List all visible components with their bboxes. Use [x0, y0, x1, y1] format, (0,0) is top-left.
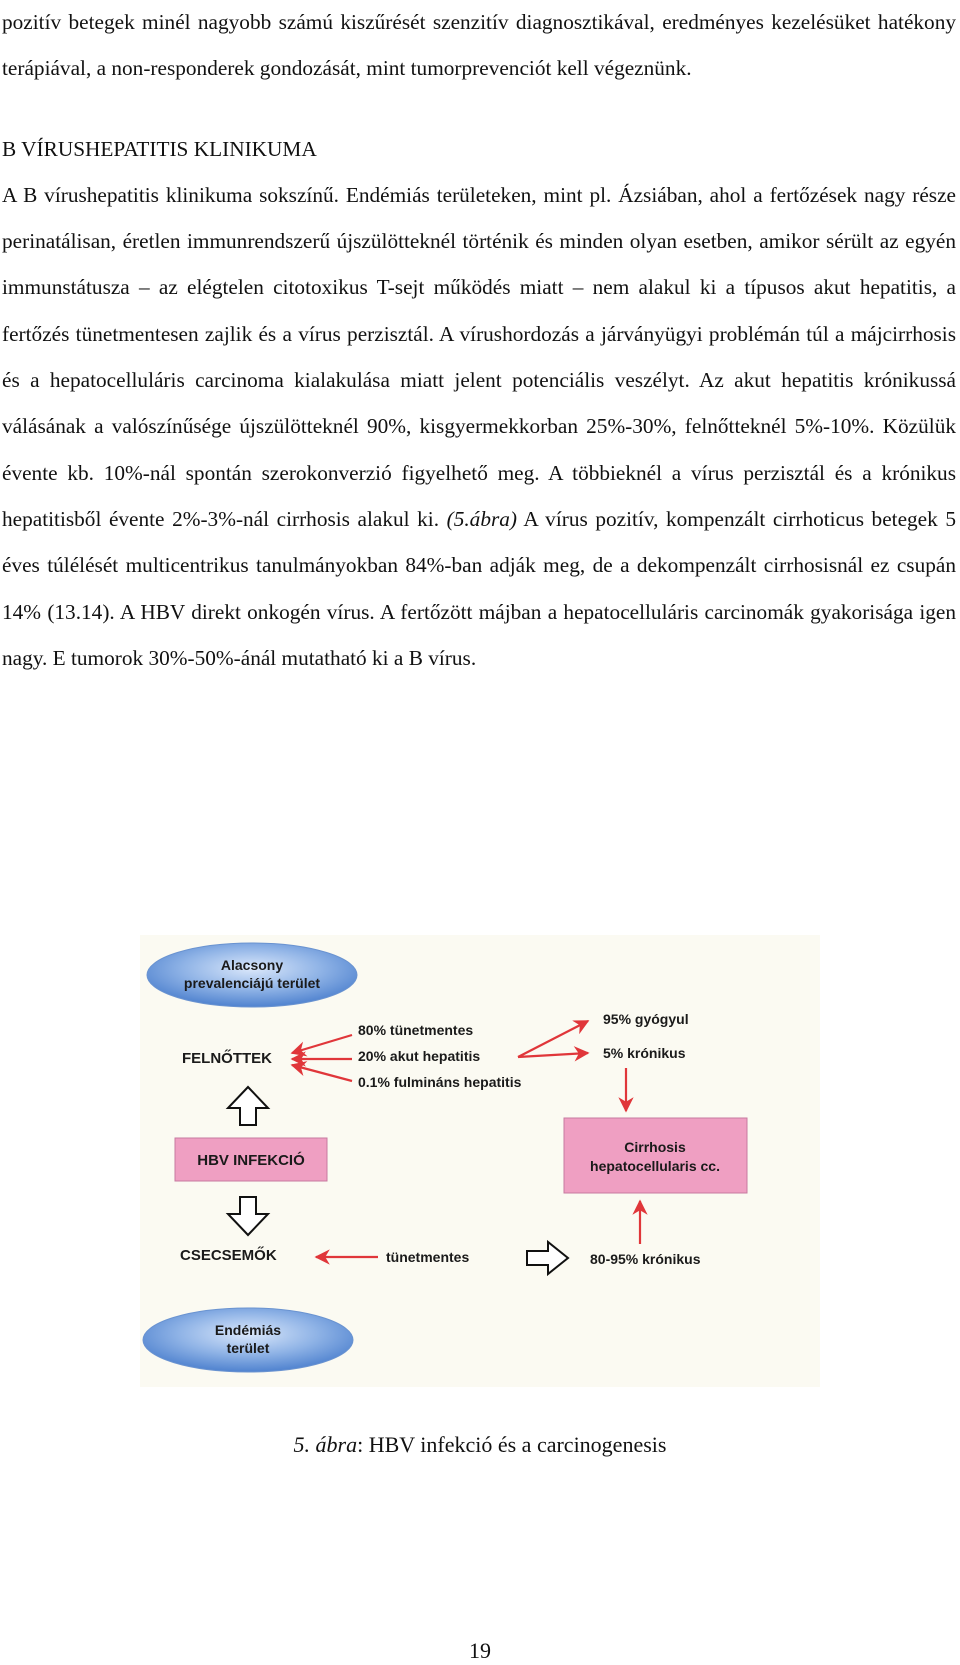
hollow-right-arrow-icon [527, 1242, 568, 1274]
paragraph-2 [2, 172, 956, 681]
caption-text: : HBV infekció és a carcinogenesis [357, 1432, 667, 1457]
low-prevalence-label-1: Alacsony [220, 957, 284, 973]
cirrhosis-label-1: Cirrhosis [624, 1139, 686, 1155]
endemic-label-1: Endémiás [214, 1322, 282, 1338]
chronic-adult-label: 5% krónikus [603, 1045, 686, 1061]
recovered-label: 95% gyógyul [603, 1011, 689, 1027]
paragraph-2-part-2: A vírus pozitív, kompenzált cirrhoticus betegek 5 éves túlélését multicentrikus tanulmányokban 84%-ban adják meg, de a dekompenzált cirrhosisnál ez csupán 14% (13.14). A HBV direkt onkogén vírus. A fertőzött májban a hepatocelluláris carcinomák gyakorisága igen nagy. E tumorok 30%-50%-ánál mutatható ki a B vírus. [2, 506, 956, 670]
outcome-asymptomatic: 80% tünetmentes [358, 1022, 474, 1038]
hbv-figure [140, 935, 820, 1387]
paragraph-2-part-1: A B vírushepatitis klinikuma sokszínű. Endémiás területeken, mint pl. Ázsiában, ahol a fertőzések nagy része perinatálisan, éretlen immunrendszerű újszülötteknél történik és minden olyan esetben, amikor sérült az egyén immunstátusza – az elégtelen citotoxikus T-sejt működés miatt – nem alakul ki a típusos akut hepatitis, a fertőzés tünetmentesen zajlik és a vírus perzisztál. A vírushordozás a járványügyi problémán túl a májcirrhosis és a hepatocelluláris carcinoma kialakulása miatt jelent potenciális veszélyt. Az akut hepatitis krónikussá válásának a valószínűsége újszülötteknél 90%, kisgyermekkorban 25%-30%, felnőtteknél 5%-10%. Közülük évente kb. 10%-nál spontán szerokonverzió figyelhető meg. A többieknél a vírus perzisztál és a krónikus hepatitisből évente 2%-3%-nál cirrhosis alakul ki. [2, 182, 956, 531]
cirrhosis-label-2: hepatocellularis cc. [590, 1158, 720, 1174]
arrow-to-chronic [518, 1053, 588, 1057]
hollow-up-arrow-icon [228, 1087, 268, 1125]
infection-label: HBV INFEKCIÓ [197, 1152, 305, 1169]
figure-caption [0, 1432, 960, 1458]
body-text [2, 0, 956, 681]
endemic-label-2: terület [226, 1340, 270, 1356]
hbv-diagram [140, 935, 820, 1387]
hollow-down-arrow-icon [228, 1197, 268, 1235]
outcome-fulminant: 0.1% fulmináns hepatitis [358, 1074, 522, 1090]
figure-reference: (5.ábra) [446, 506, 517, 531]
cirrhosis-box [564, 1118, 747, 1193]
page-number: 19 [469, 1638, 491, 1663]
low-prevalence-label-2: prevalenciájú terület [183, 975, 321, 991]
adults-label: FELNŐTTEK [182, 1050, 272, 1067]
chronic-infant-label: 80-95% krónikus [590, 1251, 701, 1267]
caption-label: 5. ábra [293, 1432, 358, 1457]
arrow-fulminant [292, 1065, 352, 1081]
section-heading: B VÍRUSHEPATITIS KLINIKUMA [2, 136, 317, 161]
outcome-acute: 20% akut hepatitis [358, 1048, 481, 1064]
arrow-to-recovered [518, 1021, 588, 1057]
infant-asymptomatic-label: tünetmentes [386, 1249, 470, 1265]
arrow-asymptomatic [292, 1035, 352, 1053]
infants-label: CSECSEMŐK [180, 1247, 277, 1264]
paragraph-1: pozitív betegek minél nagyobb számú kiszűrését szenzitív diagnosztikával, eredményes kezelésüket hatékony terápiával, a non-responderek gondozását, mint tumorprevenciót kell végeznünk. [2, 10, 956, 81]
